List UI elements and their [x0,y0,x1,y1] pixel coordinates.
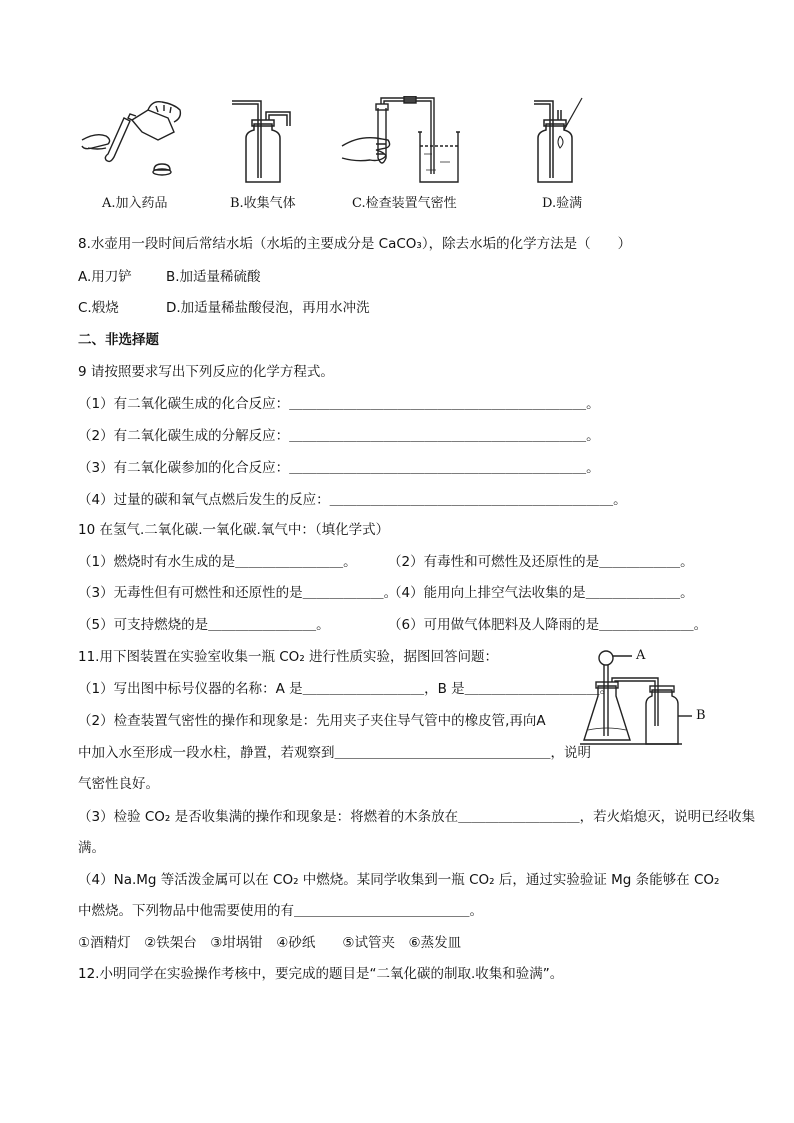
question-11-part-4-line-2: 中燃烧。下列物品中他需要使用的有＿＿＿＿＿＿＿＿＿＿＿＿＿。 [78,903,483,919]
question-9-item-4: （4）过量的碳和氧气点燃后发生的反应：＿＿＿＿＿＿＿＿＿＿＿＿＿＿＿＿＿＿＿＿＿。 [78,492,627,508]
question-11-part-4-line-1: （4）Na.Mg 等活泼金属可以在 CO₂ 中燃烧。某同学收集到一瓶 CO₂ 后，通过实验验证 Mg 条能够在 CO₂ [78,872,720,888]
figure-caption-a: A.加入药品 [102,196,168,211]
section-title-non-choice: 二、非选择题 [78,332,159,348]
figure-label-a: A [636,648,646,663]
question-11-part-2-line-2: 中加入水至形成一段水柱，静置，若观察到＿＿＿＿＿＿＿＿＿＿＿＿＿＿＿＿，说明 [78,745,591,761]
question-9-item-3: （3）有二氧化碳参加的化合反应：＿＿＿＿＿＿＿＿＿＿＿＿＿＿＿＿＿＿＿＿＿＿。 [78,460,600,476]
figure-co2-collection-apparatus [578,644,728,748]
question-10-item-3: （3）无毒性但有可燃性和还原性的是＿＿＿＿＿＿。 [78,585,398,601]
question-11-part-3-line-1: （3）检验 CO₂ 是否收集满的操作和现象是：将燃着的木条放在＿＿＿＿＿＿＿＿＿，若火焰熄灭，说明已经收集 [78,809,756,825]
question-11-part-3-line-2: 满。 [78,840,105,856]
question-9-item-1: （1）有二氧化碳生成的化合反应：＿＿＿＿＿＿＿＿＿＿＿＿＿＿＿＿＿＿＿＿＿＿。 [78,396,600,412]
question-8-option-c: C.煅烧 [78,300,119,316]
question-8-option-b: B.加适量稀硫酸 [166,269,261,285]
figure-d-checking-full [530,96,588,186]
figure-c-airtightness-check [340,96,462,186]
question-10-item-4: （4）能用向上排空气法收集的是＿＿＿＿＿＿＿。 [388,585,694,601]
question-12-stem: 12.小明同学在实验操作考核中，要完成的题目是“二氧化碳的制取.收集和验满”。 [78,966,564,982]
figure-b-collecting-gas [228,96,298,186]
question-10-stem: 10 在氢气.二氧化碳.一氧化碳.氧气中：（填化学式） [78,522,390,538]
question-9-item-2: （2）有二氧化碳生成的分解反应：＿＿＿＿＿＿＿＿＿＿＿＿＿＿＿＿＿＿＿＿＿＿。 [78,428,600,444]
question-11-part-2-line-3: 气密性良好。 [78,776,159,792]
question-8-option-a: A.用刀铲 [78,269,132,285]
question-8-stem: 8.水壶用一段时间后常结水垢（水垢的主要成分是 CaCO₃），除去水垢的化学方法是（ ） [78,236,632,252]
question-11-part-1: （1）写出图中标号仪器的名称：A 是＿＿＿＿＿＿＿＿＿，B 是＿＿＿＿＿＿＿＿＿＿。 [78,681,614,697]
question-11-options: ①酒精灯 ②铁架台 ③坩埚钳 ④砂纸 ⑤试管夹 ⑥蒸发皿 [78,935,462,951]
question-8-option-d: D.加适量稀盐酸侵泡，再用水冲洗 [166,300,370,316]
question-10-item-5: （5）可支持燃烧的是＿＿＿＿＿＿＿＿。 [78,617,330,633]
question-10-item-6: （6）可用做气体肥料及人降雨的是＿＿＿＿＿＿＿。 [388,617,708,633]
question-9-stem: 9 请按照要求写出下列反应的化学方程式。 [78,364,334,380]
figure-a-adding-reagent [78,96,190,188]
question-11-stem: 11.用下图装置在实验室收集一瓶 CO₂ 进行性质实验，据图回答问题： [78,649,499,665]
figure-label-b: B [696,708,706,723]
question-10-item-1: （1）燃烧时有水生成的是＿＿＿＿＿＿＿＿。 [78,554,357,570]
question-10-item-2: （2）有毒性和可燃性及还原性的是＿＿＿＿＿＿。 [388,554,694,570]
question-11-part-2-line-1: （2）检查装置气密性的操作和现象是：先用夹子夹住导气管中的橡皮管,再向A [78,713,546,729]
figure-caption-c: C.检查装置气密性 [352,196,457,211]
figure-caption-b: B.收集气体 [230,196,296,211]
figure-caption-d: D.验满 [542,196,583,211]
